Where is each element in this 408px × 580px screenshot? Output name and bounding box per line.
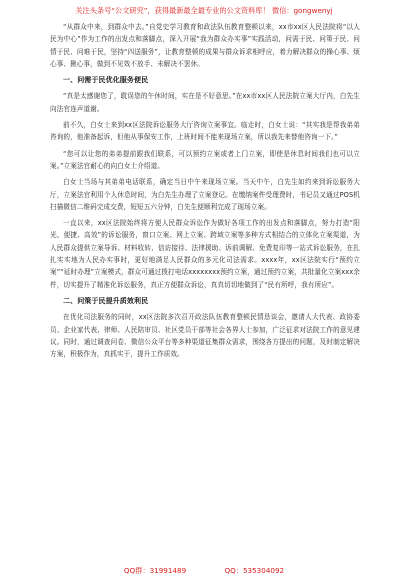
section-heading-2: 二、问策于民提升质效利民 [63, 296, 149, 305]
qq-number: QQ：535304092 [224, 566, 285, 575]
contact-footer [0, 566, 408, 576]
paragraph: “从群众中来，到群众中去。”自党史学习教育和政法队伍教育整顿以来，xx市xx区人民法院将“以人民为中心”作为工作的出发点和落脚点，深入开展“我为群众办实事”实践活动，问需于民、问策于民、问情于民、问难于民，坚持“四送服务”，让教育整顿的成果与群众诉求相呼应，着力解决群众的操心事、烦心事、揪心事，做到不见效不放手、未解决不罢休。 [50, 23, 360, 68]
article-body [50, 21, 360, 364]
paragraph: 白女士当场与其弟弟电话联系，确定当日中午来现场立案。当天中午，白先生如约来到诉讼服务大厅，立案法官利用个人休息时间，为白先生办理了立案登记。在缴纳案件受理费时，书记员又通过POS机扫描微信二维码完成交费，短短五六分钟，白先生便顺利完成了现场立案。 [50, 178, 360, 211]
paragraph: 前不久，白女士来到xx区法院诉讼服务大厅咨询立案事宜。临走时，白女士说：“其实我是帮我弟弟咨询的，他准备起诉，但他从事保安工作，上班时间不能来现场立案，所以我先来替他咨询一下。” [50, 121, 360, 142]
section-heading-1: 一、问需于民优化服务便民 [63, 76, 149, 85]
paragraph: “真是太感谢您了，耽误您的午休时间，实在是不好意思。”在xx市xx区人民法院立案大厅内，白先生向法官连声道谢。 [50, 92, 360, 113]
paragraph: “您可以让您的弟弟提前跟我们联系，可以预约立案或者上门立案，即使是休息时间我们也可以立案。”立案法官耐心的向白女士介绍道。 [50, 149, 360, 170]
promo-banner: 关注头条号“公文研究”，获得最新最全最专业的公文资料库！ 微信：gongwenyj [75, 6, 333, 15]
qq-group-number: QQ群：31991489 [123, 566, 187, 575]
paragraph: 一直以来，xx区法院始终将方便人民群众诉讼作为做好各项工作的出发点和落脚点，努力打造“阳光、便捷、高效”的诉讼服务，窗口立案、网上立案、跨域立案等多种方式相结合的立体化立案渠道，为人民群众提供立案导诉、材料收转、信访接待、法律援助、诉前调解、免费复印等一站式诉讼服务，在扎扎实实地为人民办实事时，更好地满足人民群众的多元化司法需求。xxxx年，xx区法院实行“预约立案”“延时办理”立案模式，群众可通过拨打电话xxxxxxxx预约立案，通过预约立案，共批量化立案xxx余件，切实提升了精准化诉讼服务，真正方便群众诉讼，真真切切地做到了“民有所呼，我有所应”。 [50, 219, 360, 289]
paragraph: 在优化司法服务的同时，xx区法院多次召开政法队伍教育整顿民情恳谈会，邀请人大代表、政协委员、企业家代表、律师、人民陪审员、社区党员干部等社会各界人士参加，广泛征求对法院工作的意见建议。同时，通过调查问卷、微信公众平台等多种渠道征集群众需求，围绕各方提出的问题，及时制定解决方案，积极作为，真抓实干，提升工作质效。 [50, 313, 360, 359]
